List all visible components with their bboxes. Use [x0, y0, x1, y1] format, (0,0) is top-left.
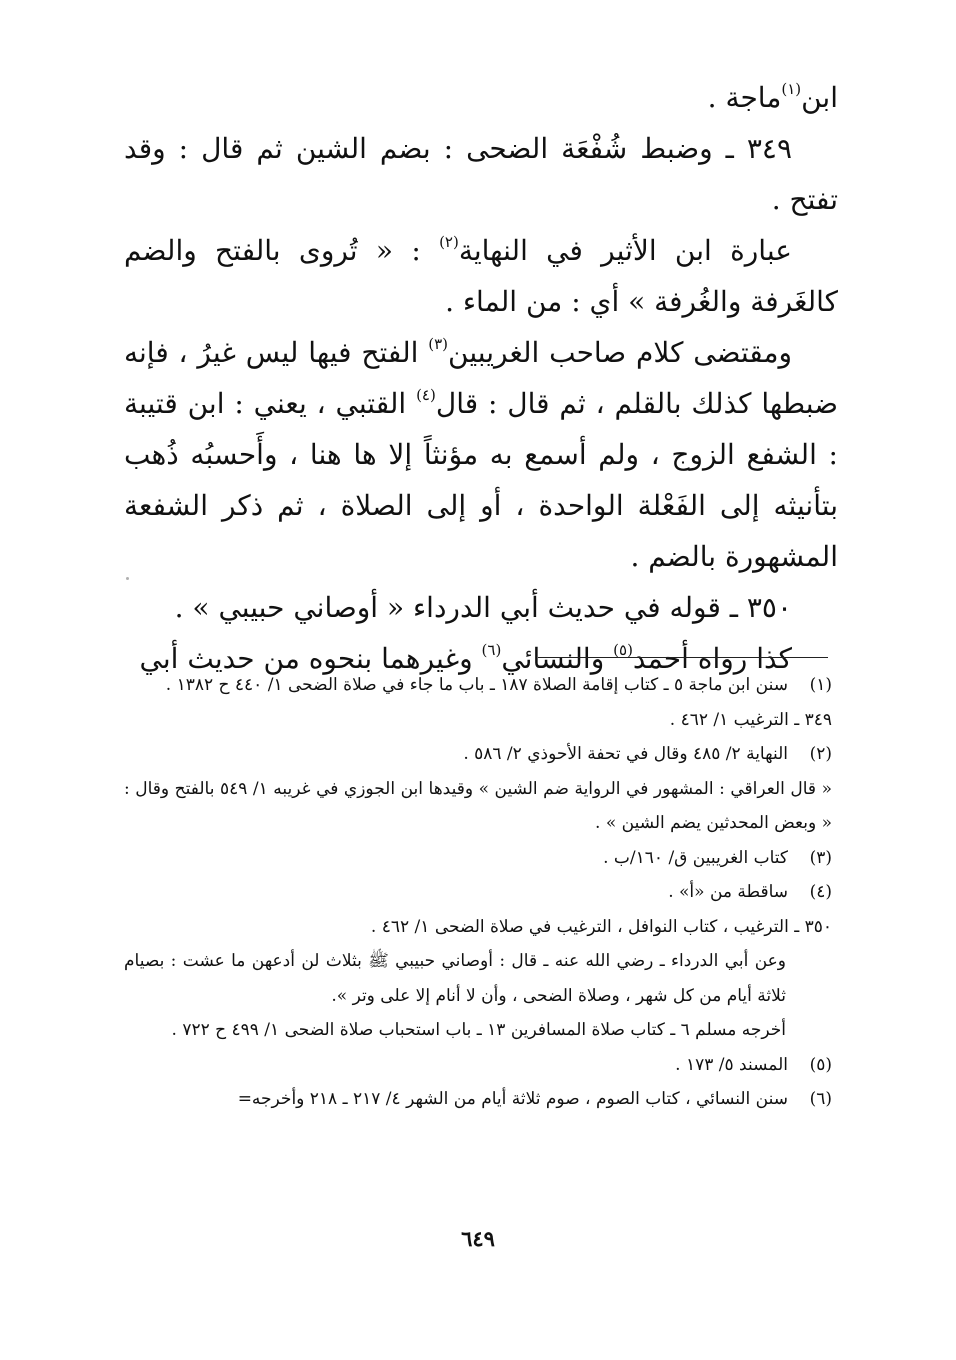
footnote-text: كتاب الغريبين ق/ ١٦٠/ب . [603, 847, 788, 868]
main-paragraph [124, 327, 838, 582]
main-paragraph [124, 582, 838, 633]
footnote-marker: (٢) [439, 233, 459, 251]
footnote [124, 1048, 832, 1083]
text-run: ابن [801, 81, 838, 114]
text-run: والنسائي [501, 642, 614, 675]
text-run: القتبي ، يعني : ابن قتيبة : الشفع الزوج ، ولم أسمع به مؤنثاً إلا ها هنا ، وأَحسبُه ذُهب بتأنيثه إلى الفَعْلة الواحدة ، أو إلى الصلاة ، ثم ذكر الشفعة المشهورة بالضم . [124, 387, 838, 573]
footnote-number: (٤) [809, 882, 832, 902]
main-text [124, 72, 838, 684]
footnote-marker: (١) [781, 80, 802, 98]
footnote-marker: (٦) [481, 641, 502, 659]
text-run: ماجة . [707, 81, 782, 114]
footnote-text: ساقطة من «أ» . [668, 882, 788, 902]
footnote-text: « قال العراقي : المشهور في الرواية ضم الشين » وقيدها ابن الجوزي في غريبه ١/ ٥٤٩ بالفتح وقال : « وبعض المحدثين يضم الشين » . [124, 778, 832, 833]
footnote-text: أخرجه مسلم ٦ ـ كتاب صلاة المسافرين ١٣ ـ باب استحباب صلاة الضحى ١/ ٤٩٩ ح ٧٢٢ . [171, 1020, 786, 1040]
main-paragraph [124, 225, 838, 327]
text-run: وغيرهما بنحوه من حديث أبي [139, 642, 482, 675]
footnote-number: (٦) [809, 1089, 832, 1109]
footnote [124, 910, 832, 945]
footnote [124, 1013, 832, 1048]
scan-speck [126, 577, 129, 580]
page-number: ٦٤٩ [461, 1226, 495, 1251]
footnote [124, 668, 832, 703]
footnote [124, 772, 832, 841]
text-run: ٣٤٩ ـ وضبط شُفْعَة الضحى : بضم الشين ثم قال : وقد تفتح . [124, 132, 838, 216]
footnote-text: سنن ابن ماجة ٥ ـ كتاب إقامة الصلاة ١٨٧ ـ باب ما جاء في صلاة الضحى ١/ ٤٤٠ ح ١٣٨٢ . [165, 675, 788, 695]
footnote-number: (٥) [809, 1054, 832, 1075]
footnote [124, 841, 832, 876]
footnote-text: وعن أبي الدرداء ـ رضي الله عنه ـ قال : أوصاني حبيبي ﷺ بثلاث لن أدعهن ما عشت : بصيام ثلاثة أيام من كل شهر ، وصلاة الضحى ، وأن لا أنام إلا على وتر ». [124, 951, 786, 1006]
footnote-text: المسند ٥/ ١٧٣ . [675, 1054, 788, 1075]
footnote-marker: (٥) [613, 641, 633, 659]
text-run: كذا رواه أحمد [632, 642, 792, 675]
footnote-separator [538, 657, 828, 658]
footnote [124, 737, 832, 772]
footnote-text: ٣٤٩ ـ الترغيب ١/ ٤٦٢ . [669, 709, 832, 730]
footnote-marker: (٣) [428, 335, 448, 353]
main-paragraph [124, 72, 838, 123]
text-run: : « تُروى بالفتح والضم كالغَرفة والغُرفة » أي : من الماء . [124, 234, 838, 318]
main-paragraph [124, 123, 838, 225]
text-run: الفتح فيها ليس غيرُ ، فإنه ضبطها كذلك بالقلم ، ثم قال : قال [124, 336, 838, 420]
footnote-text: سنن النسائي ، كتاب الصوم ، صوم ثلاثة أيام من الشهر ٤/ ٢١٧ ـ ٢١٨ وأخرجه= [237, 1089, 788, 1109]
text-run: ومقتضى كلام صاحب الغريبين [448, 336, 792, 369]
text-run: ٣٥٠ ـ قوله في حديث أبي الدرداء « أوصاني حبيبي » . [174, 591, 792, 624]
footnote-number: (١) [809, 675, 832, 695]
footnote [124, 944, 832, 1013]
footnotes [124, 668, 832, 1117]
footnote-text: النهاية ٢/ ٤٨٥ وقال في تحفة الأحوذي ٢/ ٥٨٦ . [463, 744, 788, 764]
text-run: عبارة ابن الأثير في النهاية [458, 234, 792, 267]
footnote [124, 875, 832, 910]
footnote [124, 1082, 832, 1117]
footnote-number: (٢) [809, 744, 832, 764]
footnote-number: (٣) [809, 847, 832, 868]
footnote-text: ٣٥٠ ـ الترغيب ، كتاب النوافل ، الترغيب في صلاة الضحى ١/ ٤٦٢ . [370, 916, 832, 937]
footnote-marker: (٤) [416, 386, 436, 404]
footnote [124, 703, 832, 738]
